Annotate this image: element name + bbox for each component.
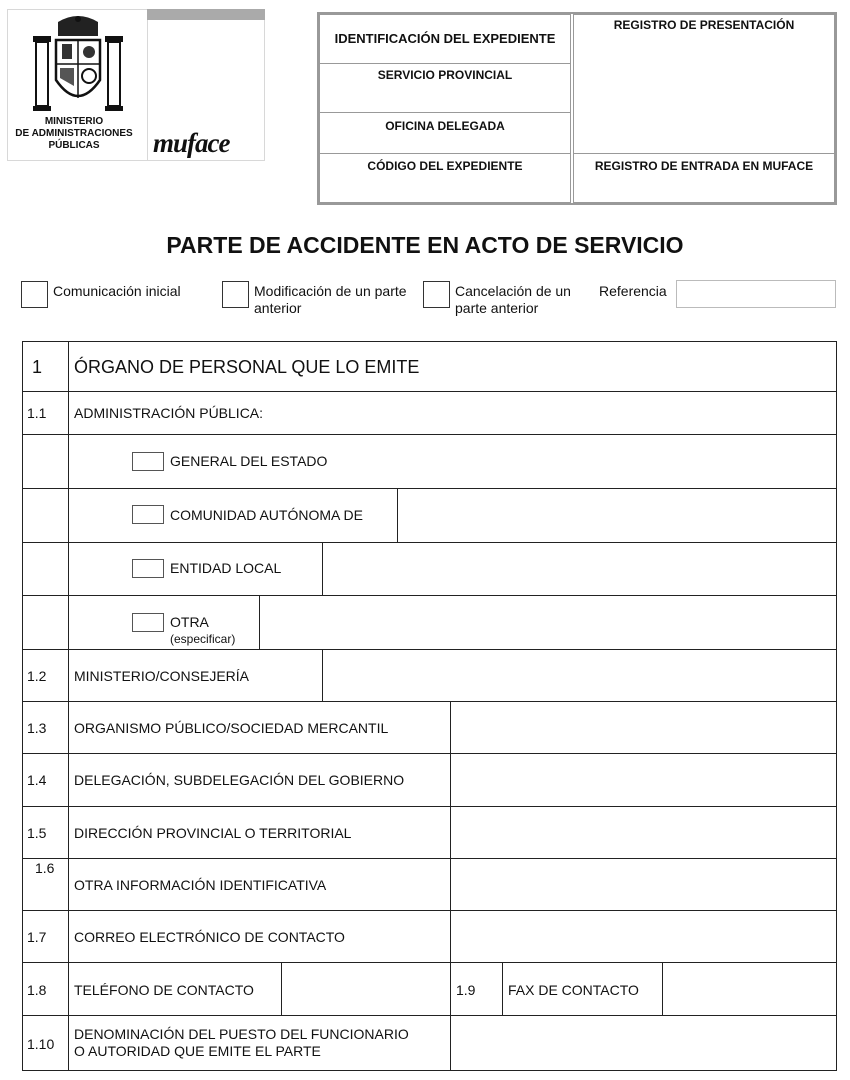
registro-presentacion-cell [573, 14, 835, 154]
row-divider [22, 434, 837, 435]
registro-entrada-label: REGISTRO DE ENTRADA EN MUFACE [594, 159, 814, 173]
otra-checkbox[interactable] [132, 613, 164, 632]
modificacion-checkbox[interactable] [222, 281, 249, 308]
otra-note: (especificar) [170, 632, 236, 646]
ministerio-field[interactable] [323, 650, 836, 700]
referencia-label: Referencia [599, 283, 667, 299]
row-number: 1.1 [27, 405, 47, 421]
cancelacion-label: Cancelación de un parte anterior [455, 283, 571, 316]
comunidad-autonoma-label: COMUNIDAD AUTÓNOMA DE [170, 507, 363, 523]
comunicacion-inicial-checkbox[interactable] [21, 281, 48, 308]
ministerio-label: MINISTERIO/CONSEJERÍA [74, 668, 250, 684]
number-column-divider [68, 341, 69, 1071]
entidad-local-field[interactable] [323, 543, 836, 594]
oficina-delegada-label: OFICINA DELEGADA [385, 119, 505, 133]
section-title: ÓRGANO DE PERSONAL QUE LO EMITE [74, 357, 420, 377]
organismo-field[interactable] [451, 702, 836, 752]
general-estado-label: GENERAL DEL ESTADO [170, 453, 328, 469]
row-number: 1.4 [27, 772, 47, 788]
administracion-label: ADMINISTRACIÓN PÚBLICA: [74, 405, 264, 421]
comunidad-autonoma-checkbox[interactable] [132, 505, 164, 524]
coat-of-arms-icon [30, 14, 126, 114]
cell-divider [502, 962, 503, 1015]
section-number: 1 [32, 357, 43, 377]
cancelacion-checkbox[interactable] [423, 281, 450, 308]
telefono-label: TELÉFONO DE CONTACTO [74, 982, 254, 998]
correo-label: CORREO ELECTRÓNICO DE CONTACTO [74, 929, 345, 945]
general-estado-checkbox[interactable] [132, 452, 164, 471]
fax-label: FAX DE CONTACTO [508, 982, 639, 998]
direccion-provincial-label: DIRECCIÓN PROVINCIAL O TERRITORIAL [74, 825, 352, 841]
row-number: 1.5 [27, 825, 47, 841]
telefono-field[interactable] [282, 963, 449, 1014]
comunidad-autonoma-field[interactable] [398, 489, 836, 541]
otra-informacion-label: OTRA INFORMACIÓN IDENTIFICATIVA [74, 877, 327, 893]
row-number: 1.8 [27, 982, 47, 998]
modificacion-label: Modificación de un parte anterior [254, 283, 407, 316]
codigo-expediente-label: CÓDIGO DEL EXPEDIENTE [367, 159, 523, 173]
row-number: 1.6 [35, 860, 55, 876]
otra-informacion-field[interactable] [451, 859, 836, 909]
row-divider [22, 391, 837, 392]
row-number: 1.10 [27, 1036, 55, 1052]
muface-logo: muface [153, 128, 230, 158]
referencia-field[interactable] [676, 280, 836, 308]
direccion-provincial-field[interactable] [451, 807, 836, 857]
fax-field[interactable] [663, 963, 836, 1014]
grey-bar [147, 9, 265, 20]
organismo-label: ORGANISMO PÚBLICO/SOCIEDAD MERCANTIL [74, 720, 389, 736]
row-number: 1.9 [456, 982, 476, 998]
comunicacion-inicial-label: Comunicación inicial [53, 283, 181, 299]
otra-label: OTRA [170, 614, 209, 630]
otra-field[interactable] [260, 596, 836, 648]
form-title: PARTE DE ACCIDENTE EN ACTO DE SERVICIO [166, 232, 684, 258]
puesto-label: DENOMINACIÓN DEL PUESTO DEL FUNCIONARIO O AUTORIDAD QUE EMITE EL PARTE [74, 1026, 409, 1059]
puesto-field[interactable] [451, 1016, 836, 1070]
servicio-provincial-label: SERVICIO PROVINCIAL [377, 68, 513, 82]
delegacion-field[interactable] [451, 754, 836, 805]
row-number: 1.2 [27, 668, 47, 684]
delegacion-label: DELEGACIÓN, SUBDELEGACIÓN DEL GOBIERNO [74, 772, 405, 788]
correo-field[interactable] [451, 911, 836, 961]
entidad-local-label: ENTIDAD LOCAL [170, 560, 282, 576]
row-number: 1.3 [27, 720, 47, 736]
ministry-label: MINISTERIO DE ADMINISTRACIONES PÚBLICAS [15, 116, 133, 151]
logo-divider [147, 9, 148, 161]
row-number: 1.7 [27, 929, 47, 945]
registro-presentacion-label: REGISTRO DE PRESENTACIÓN [613, 18, 795, 32]
id-expediente-label: IDENTIFICACIÓN DEL EXPEDIENTE [334, 31, 556, 46]
entidad-local-checkbox[interactable] [132, 559, 164, 578]
